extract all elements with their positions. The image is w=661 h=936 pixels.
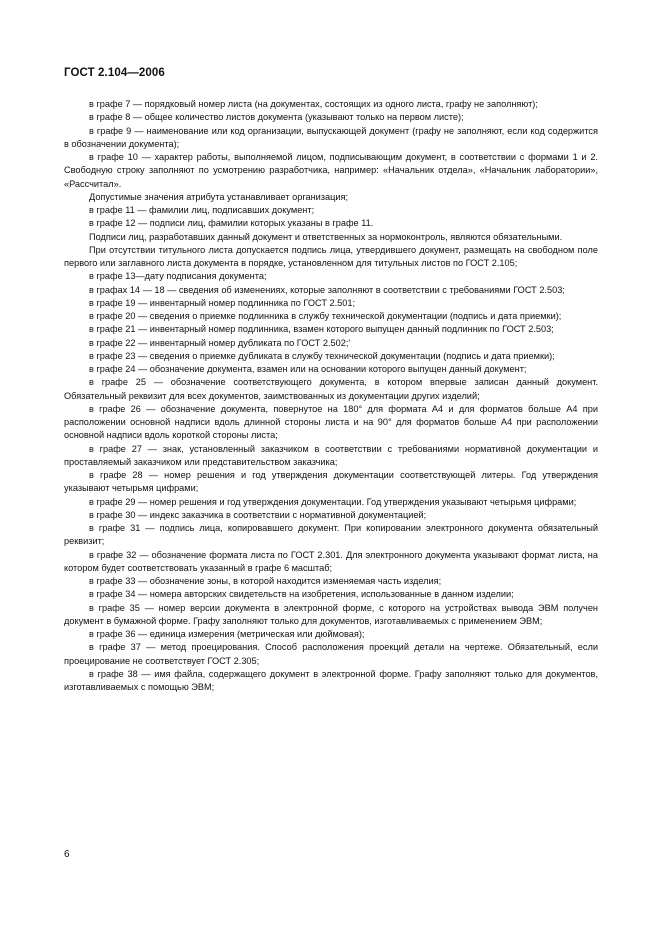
paragraph: в графе 25 — обозначение соответствующего документа, в котором впервые записан данный документ. Обязательный реквизит для всех документов, заимствованных из документации других изделий; (64, 377, 598, 401)
paragraph: в графе 38 — имя файла, содержащего документ в электронной форме. Графу заполняют только для документов, изготавливаемых с помощью ЭВМ; (64, 668, 598, 692)
paragraph: в графе 23 — сведения о приемке дубликата в службу технической документации (подпись и дата приемки); (89, 350, 555, 361)
paragraph: в графе 10 — характер работы, выполняемой лицом, подписывающим документ, в соответствии с формами 1 и 2. Свободную строку заполняют по усмотрению разработчика, например: «Начальник отдела», «Начальник лаборатории», «Рассчитал». (64, 152, 598, 189)
page-number: 6 (64, 849, 70, 860)
body-text (64, 98, 598, 694)
paragraph: в графе 36 — единица измерения (метрическая или дюймовая); (89, 629, 365, 639)
paragraph: в графе 33 — обозначение зоны, в которой находится изменяемая часть изделия; (89, 576, 442, 586)
paragraph: Допустимые значения атрибута устанавливает организация; (89, 191, 349, 202)
paragraph: в графе 8 — общее количество листов документа (указывают только на первом листе); (89, 112, 464, 123)
paragraph: в графе 28 — номер решения и год утверждения документации соответствующей литеры. Год утверждения указывают четырьмя цифрами; (64, 470, 598, 494)
paragraph: в графе 34 — номера авторских свидетельств на изобретения, использованные в данном изделии; (89, 589, 514, 600)
paragraph: в графе 31 — подпись лица, копировавшего документ. При копировании электронного документа обязательный реквизит; (64, 523, 598, 547)
paragraph: в графе 7 — порядковый номер листа (на документах, состоящих из одного листа, графу не заполняют); (89, 99, 538, 109)
paragraph: в графе 12 — подписи лиц, фамилии которых указаны в графе 11. (89, 218, 374, 229)
paragraph: в графе 29 — номер решения и год утверждения документации. Год утверждения указывают четырьмя цифрами; (89, 496, 577, 507)
paragraph: в графе 19 — инвентарный номер подлинника по ГОСТ 2.501; (89, 297, 356, 308)
paragraph: в графе 22 — инвентарный номер дубликата по ГОСТ 2.502;' (89, 337, 351, 348)
paragraph: в графе 13—дату подписания документа; (89, 271, 267, 282)
paragraph: Подписи лиц, разработавших данный документ и ответственных за нормоконтроль, являются обязательными. (89, 231, 563, 242)
paragraph: в графе 32 — обозначение формата листа по ГОСТ 2.301. Для электронного документа указывают формат листа, на котором будет соответствовать указанный в графе 6 масштаб; (64, 549, 598, 573)
paragraph: в графе 35 — номер версии документа в электронной форме, с которого на устройствах вывода ЭВМ получен документ в бумажной форме. Графу заполняют только для документов, изготавливаемых с применением ЭВМ; (64, 602, 598, 626)
paragraph: в графе 24 — обозначение документа, взамен или на основании которого выпущен данный документ; (89, 364, 527, 374)
paragraph: в графе 27 — знак, установленный заказчиком в соответствии с требованиями нормативной документации и проставляемый заказчиком или представительством заказчика; (64, 443, 598, 467)
paragraph: в графе 11 — фамилии лиц, подписавших документ; (89, 205, 315, 215)
paragraph: в графе 21 — инвентарный номер подлинника, взамен которого выпущен данный подлинник по ГОСТ 2.503; (89, 324, 554, 335)
paragraph: в графе 20 — сведения о приемке подлинника в службу технической документации (подпись и дата приемки); (89, 311, 562, 321)
paragraph: в графе 30 — индекс заказчика в соответствии с нормативной документацией; (89, 509, 427, 520)
paragraph: в графе 26 — обозначение документа, повернутое на 180° для формата А4 и для форматов больше А4 при расположении основной надписи вдоль длинной стороны листа и на 90° для форматов больше А4 при расположении основной надписи вдоль короткой стороны листа; (64, 403, 598, 441)
paragraph: в графах 14 — 18 — сведения об изменениях, которые заполняют в соответствии с требованиями ГОСТ 2.503; (89, 284, 565, 295)
paragraph: в графе 37 — метод проецирования. Способ расположения проекций детали на чертеже. Обязательный, если проецирование не соответствует ГОСТ 2.305; (64, 642, 598, 666)
page-header: ГОСТ 2.104—2006 (64, 67, 165, 79)
paragraph: в графе 9 — наименование или код организации, выпускающей документ (графу не заполняют, если код содержится в обозначении документа); (64, 125, 598, 149)
paragraph: При отсутствии титульного листа допускается подпись лица, утвердившего документ, размещать на свободном поле первого или заглавного листа документа в порядке, установленном для титульных листов по ГОСТ 2.105; (64, 244, 598, 268)
